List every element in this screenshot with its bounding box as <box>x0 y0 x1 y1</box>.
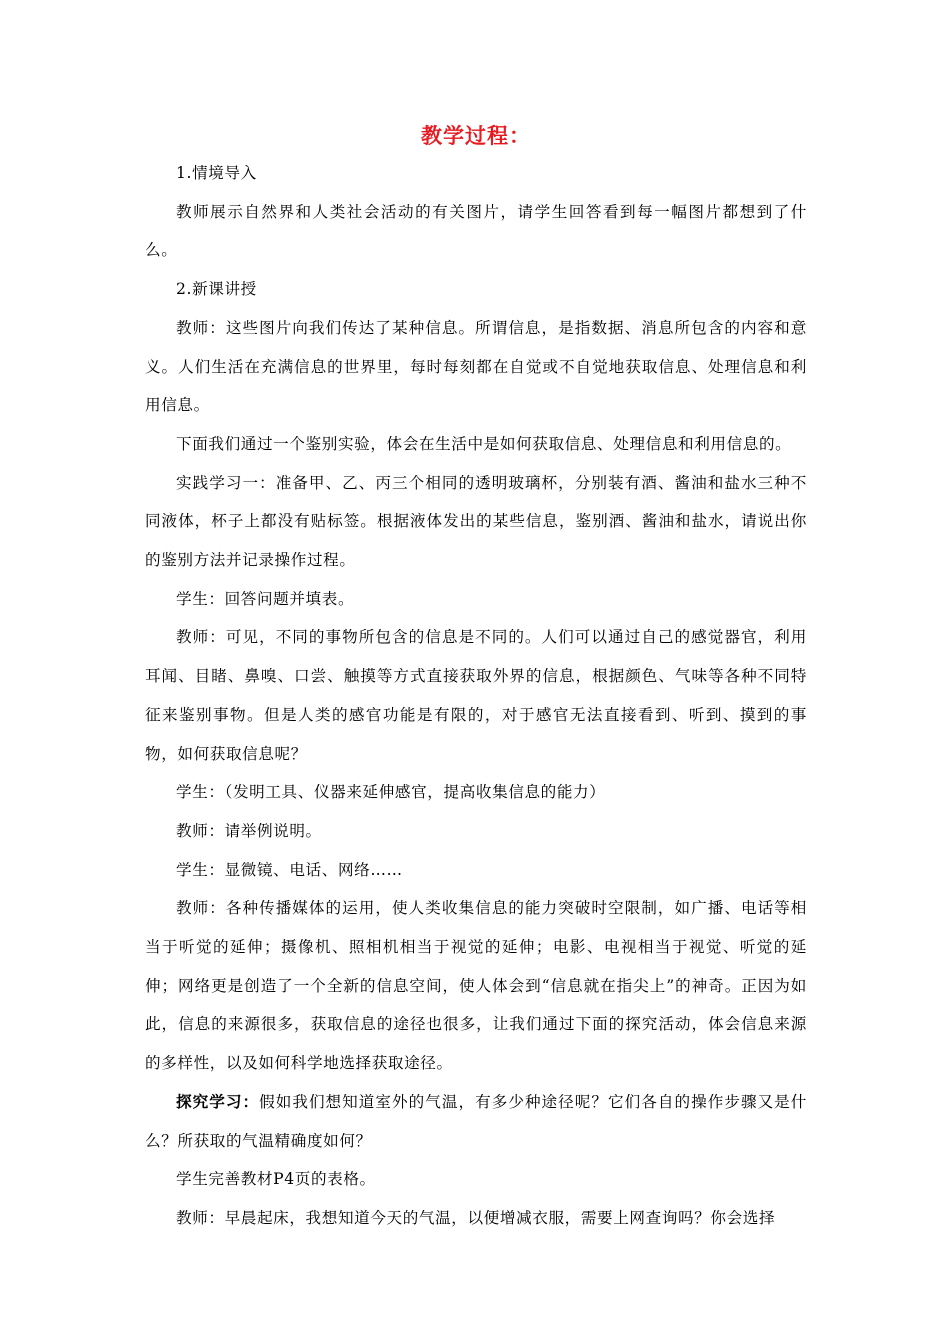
section-heading-intro: 1.情境导入 <box>176 164 257 182</box>
paragraph: 学生：（发明工具、仪器来延伸感官，提高收集信息的能力） <box>176 783 606 802</box>
paragraph: 教师：这些图片向我们传达了某种信息。所谓信息，是指数据、消息所包含的内容和意义。人们生活在充满信息的世界里，每时每刻都在自觉或不自觉地获取信息、处理信息和利用信息。 <box>145 318 807 415</box>
paragraph: 教师：可见，不同的事物所包含的信息是不同的。人们可以通过自己的感觉器官，利用耳闻、目睹、鼻嗅、口尝、触摸等方式直接获取外界的信息，根据颜色、气味等各种不同特征来鉴别事物。但是人类的感官功能是有限的，对于感官无法直接看到、听到、摸到的事物，如何获取信息呢？ <box>145 628 807 763</box>
paragraph: 下面我们通过一个鉴别实验，体会在生活中是如何获取信息、处理信息和利用信息的。 <box>176 434 792 453</box>
page-title: 教学过程： <box>421 124 531 148</box>
paragraph: 学生完善教材P4页的表格。 <box>176 1170 376 1189</box>
paragraph: 教师：请举例说明。 <box>176 821 322 840</box>
inquiry-lead: 探究学习： <box>176 1092 260 1111</box>
paragraph: 教师：各种传播媒体的运用，使人类收集信息的能力突破时空限制，如广播、电话等相当于听觉的延伸；摄像机、照相机相当于视觉的延伸；电影、电视相当于视觉、听觉的延伸；网络更是创造了一个全新的信息空间，使人体会到“信息就在指尖上”的神奇。正因为如此，信息的来源很多，获取信息的途径也很多，让我们通过下面的探究活动，体会信息来源的多样性，以及如何科学地选择获取途径。 <box>145 899 807 1073</box>
paragraph: 教师展示自然界和人类社会活动的有关图片，请学生回答看到每一幅图片都想到了什么。 <box>145 202 807 260</box>
paragraph: 学生：回答问题并填表。 <box>176 589 355 608</box>
paragraph: 学生：显微镜、电话、网络…… <box>176 860 403 879</box>
inquiry-text: 假如我们想知道室外的气温，有多少种途径呢？它们各自的操作步骤又是什么？所获取的气温精确度如何？ <box>145 1092 807 1150</box>
document-page <box>145 118 807 1238</box>
paragraph: 实践学习一：准备甲、乙、丙三个相同的透明玻璃杯，分别装有酒、酱油和盐水三种不同液体，杯子上都没有贴标签。根据液体发出的某些信息，鉴别酒、酱油和盐水，请说出你的鉴别方法并记录操作过程。 <box>145 473 807 570</box>
inquiry-paragraph <box>145 1083 807 1160</box>
paragraph: 教师：早晨起床，我想知道今天的气温，以便增减衣服，需要上网查询吗？你会选择 <box>176 1208 776 1227</box>
section-heading-lecture: 2.新课讲授 <box>176 280 257 299</box>
